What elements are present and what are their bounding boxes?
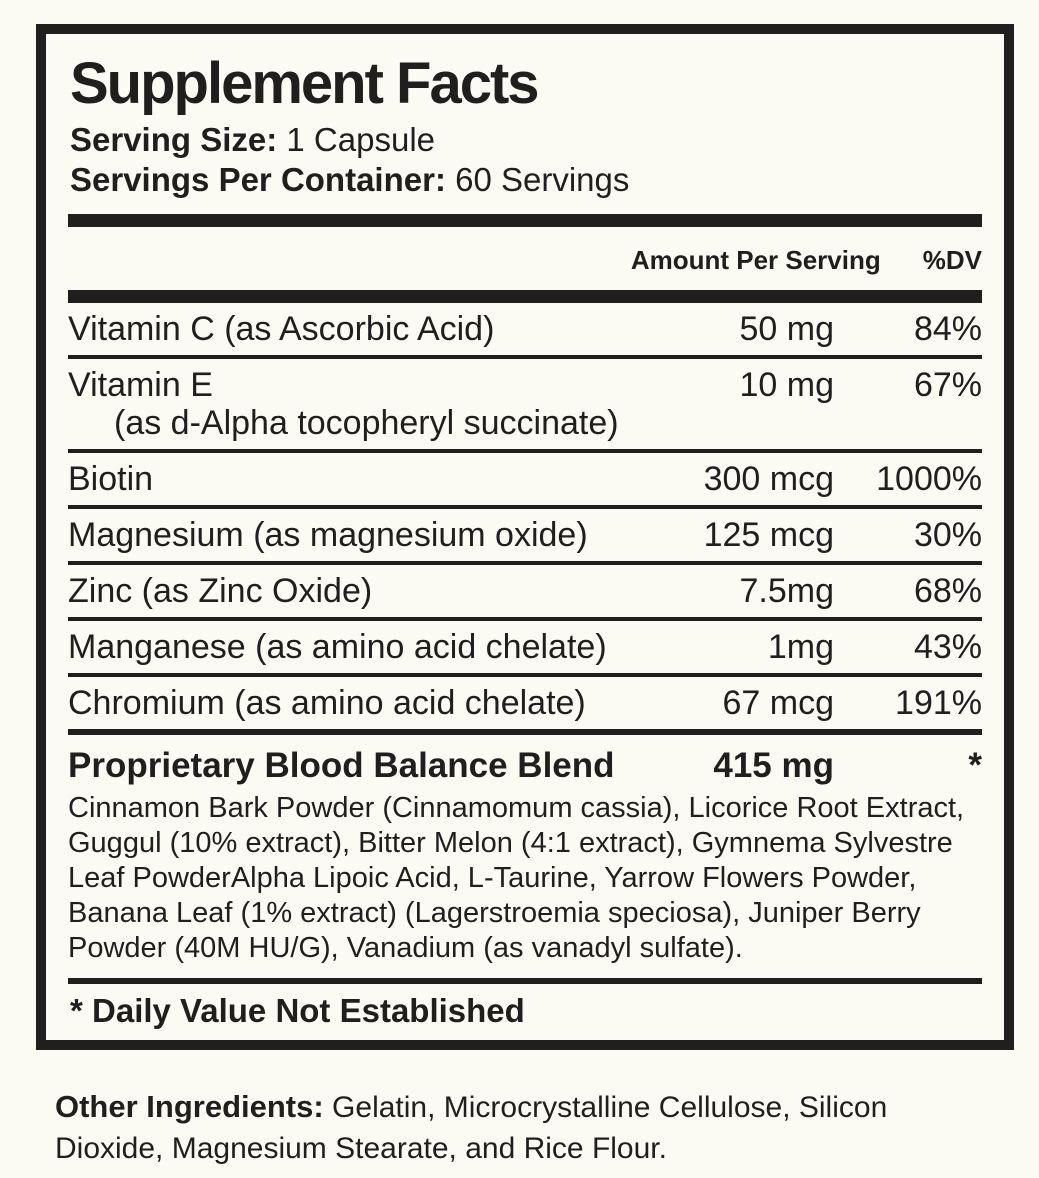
nutrient-amount: 10 mg xyxy=(739,366,834,404)
nutrient-name: Biotin xyxy=(68,460,154,498)
servings-per-container-label: Servings Per Container: xyxy=(70,161,446,198)
blend-dv: * xyxy=(968,746,982,785)
nutrient-row-vitamin-e xyxy=(68,359,982,449)
nutrient-name: Vitamin E xyxy=(68,366,213,404)
nutrient-amount: 300 mcg xyxy=(703,460,834,498)
other-ingredients xyxy=(55,1086,995,1169)
divider-bar-header xyxy=(68,290,982,303)
serving-size-label: Serving Size: xyxy=(70,121,278,158)
nutrient-name-line2: (as d-Alpha tocopheryl succinate) xyxy=(114,404,619,442)
nutrient-name: Manganese (as amino acid chelate) xyxy=(68,628,607,666)
column-header-row xyxy=(68,227,982,290)
nutrient-amount: 125 mcg xyxy=(703,516,834,554)
nutrient-dv: 30% xyxy=(913,516,982,554)
nutrient-row-zinc xyxy=(68,565,982,617)
nutrient-row-vitamin-c xyxy=(68,303,982,355)
nutrient-dv: 191% xyxy=(895,684,982,722)
other-ingredients-label: Other Ingredients: xyxy=(55,1089,324,1124)
nutrient-dv: 68% xyxy=(913,572,982,610)
nutrient-row-manganese xyxy=(68,621,982,673)
other-ingredients-value: Gelatin, Microcrystalline Cellulose, Silicon Dioxide, Magnesium Stearate, and Rice Flour. xyxy=(55,1091,888,1165)
serving-size-line xyxy=(70,120,982,160)
serving-size-value: 1 Capsule xyxy=(286,121,436,158)
nutrient-dv: 43% xyxy=(913,628,982,666)
blend-row xyxy=(68,735,982,789)
nutrient-row-chromium xyxy=(68,677,982,729)
supplement-facts-panel xyxy=(36,24,1014,1050)
panel-title: Supplement Facts xyxy=(70,51,538,116)
divider-bar-top xyxy=(68,214,982,227)
servings-per-container-line xyxy=(70,160,982,200)
nutrient-dv: 67% xyxy=(913,366,982,404)
nutrient-name: Magnesium (as magnesium oxide) xyxy=(68,516,588,554)
nutrient-dv: 84% xyxy=(913,310,982,348)
nutrient-row-magnesium xyxy=(68,509,982,561)
servings-per-container-value: 60 Servings xyxy=(455,161,630,198)
nutrient-amount: 67 mcg xyxy=(722,684,834,722)
nutrient-row-biotin xyxy=(68,453,982,505)
daily-value-footnote: * Daily Value Not Established xyxy=(70,992,525,1029)
column-header-dv: %DV xyxy=(922,245,982,275)
blend-amount: 415 mg xyxy=(713,746,834,785)
blend-description: Cinnamon Bark Powder (Cinnamomum cassia), Licorice Root Extract, Guggul (10% extract), Bitter Melon (4:1 extract), Gymnema Sylvestre Leaf PowderAlpha Lipoic Acid, L-Taurine, Yarrow Flowers Powder, Banana Leaf (1% extract) (Lagerstroemia speciosa), Juniper Berry Powder (40M HU/G), Vanadium (as vanadyl sulfate). xyxy=(68,792,965,964)
nutrient-name: Vitamin C (as Ascorbic Acid) xyxy=(68,310,495,348)
blend-name: Proprietary Blood Balance Blend xyxy=(68,746,615,785)
nutrient-name: Chromium (as amino acid chelate) xyxy=(68,684,586,722)
nutrient-name: Zinc (as Zinc Oxide) xyxy=(68,572,373,610)
nutrient-amount: 50 mg xyxy=(739,310,834,348)
nutrient-amount: 7.5mg xyxy=(739,572,834,610)
column-header-amount: Amount Per Serving xyxy=(630,245,881,275)
nutrient-amount: 1mg xyxy=(767,628,834,666)
nutrient-dv: 1000% xyxy=(876,460,982,498)
